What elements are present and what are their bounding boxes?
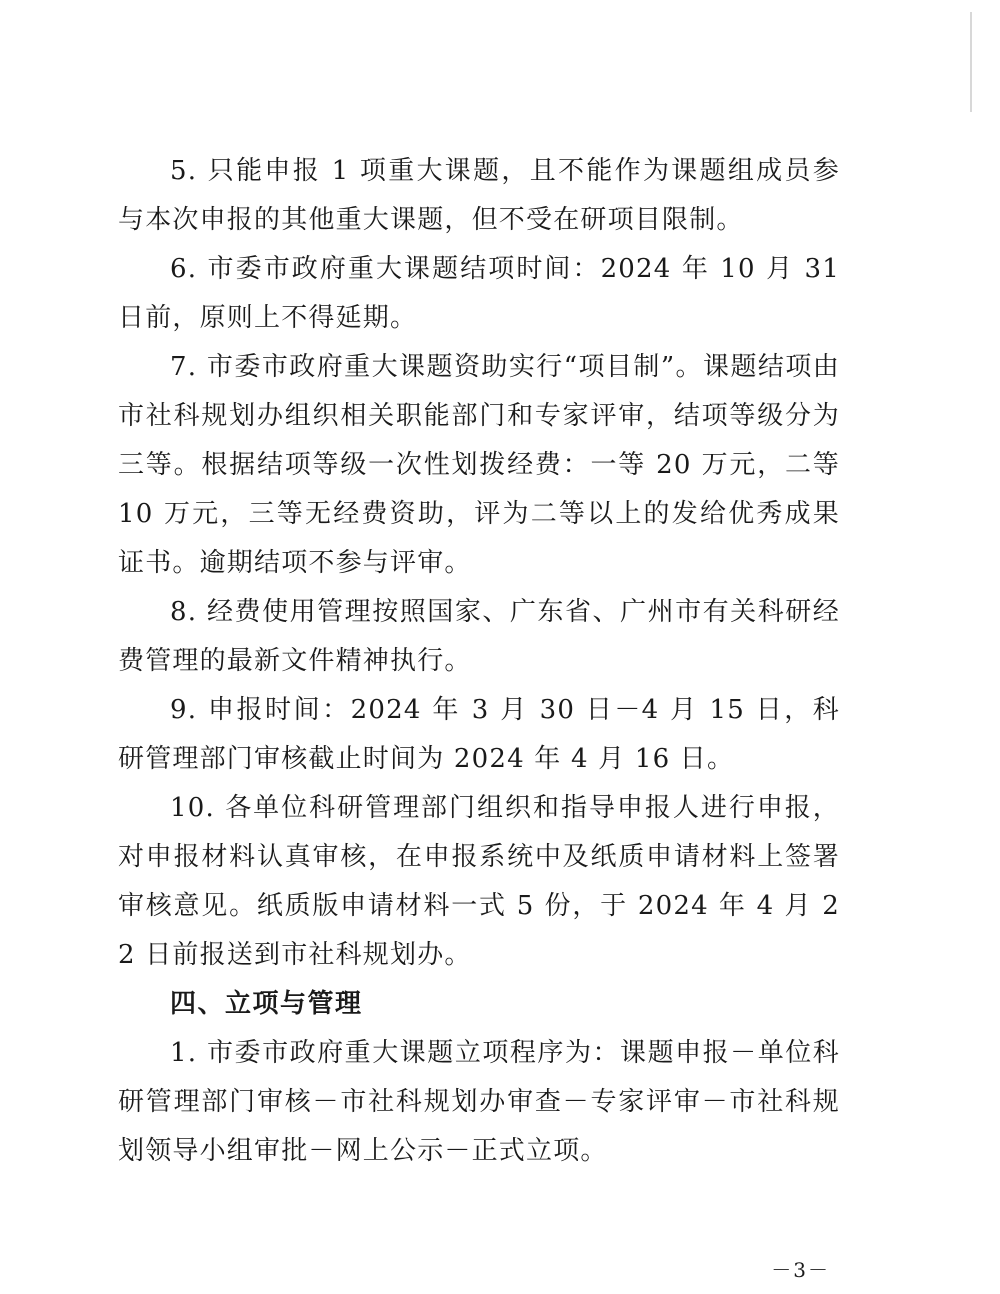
paragraph-item-7: 7. 市委市政府重大课题资助实行“项目制”。课题结项由市社科规划办组织相关职能部门和专家评审，结项等级分为三等。根据结项等级一次性划拨经费：一等 20 万元，二等 10 万元，三等无经费资助，评为二等以上的发给优秀成果证书。逾期结项不参与评审。 — [118, 352, 840, 578]
section-heading: 四、立项与管理 — [170, 989, 363, 1019]
page-number: －3－ — [771, 1258, 830, 1282]
paragraph-item-8: 8. 经费使用管理按照国家、广东省、广州市有关科研经费管理的最新文件精神执行。 — [118, 597, 840, 676]
paragraph-item-10: 10. 各单位科研管理部门组织和指导申报人进行申报，对申报材料认真审核，在申报系统中及纸质申请材料上签署审核意见。纸质版申请材料一式 5 份，于 2024 年 4 月 22 日前报送到市社科规划办。 — [118, 793, 840, 970]
paragraph-item-5: 5. 只能申报 1 项重大课题，且不能作为课题组成员参与本次申报的其他重大课题，但不受在研项目限制。 — [118, 156, 840, 235]
scan-edge-shadow — [970, 12, 972, 112]
paragraph-item-6: 6. 市委市政府重大课题结项时间：2024 年 10 月 31 日前，原则上不得延期。 — [118, 254, 840, 333]
section-paragraph-item-1: 1. 市委市政府重大课题立项程序为：课题申报－单位科研管理部门审核－市社科规划办审查－专家评审－市社科规划领导小组审批－网上公示－正式立项。 — [118, 1038, 840, 1166]
paragraph-item-9: 9. 申报时间：2024 年 3 月 30 日－4 月 15 日，科研管理部门审核截止时间为 2024 年 4 月 16 日。 — [118, 695, 840, 774]
